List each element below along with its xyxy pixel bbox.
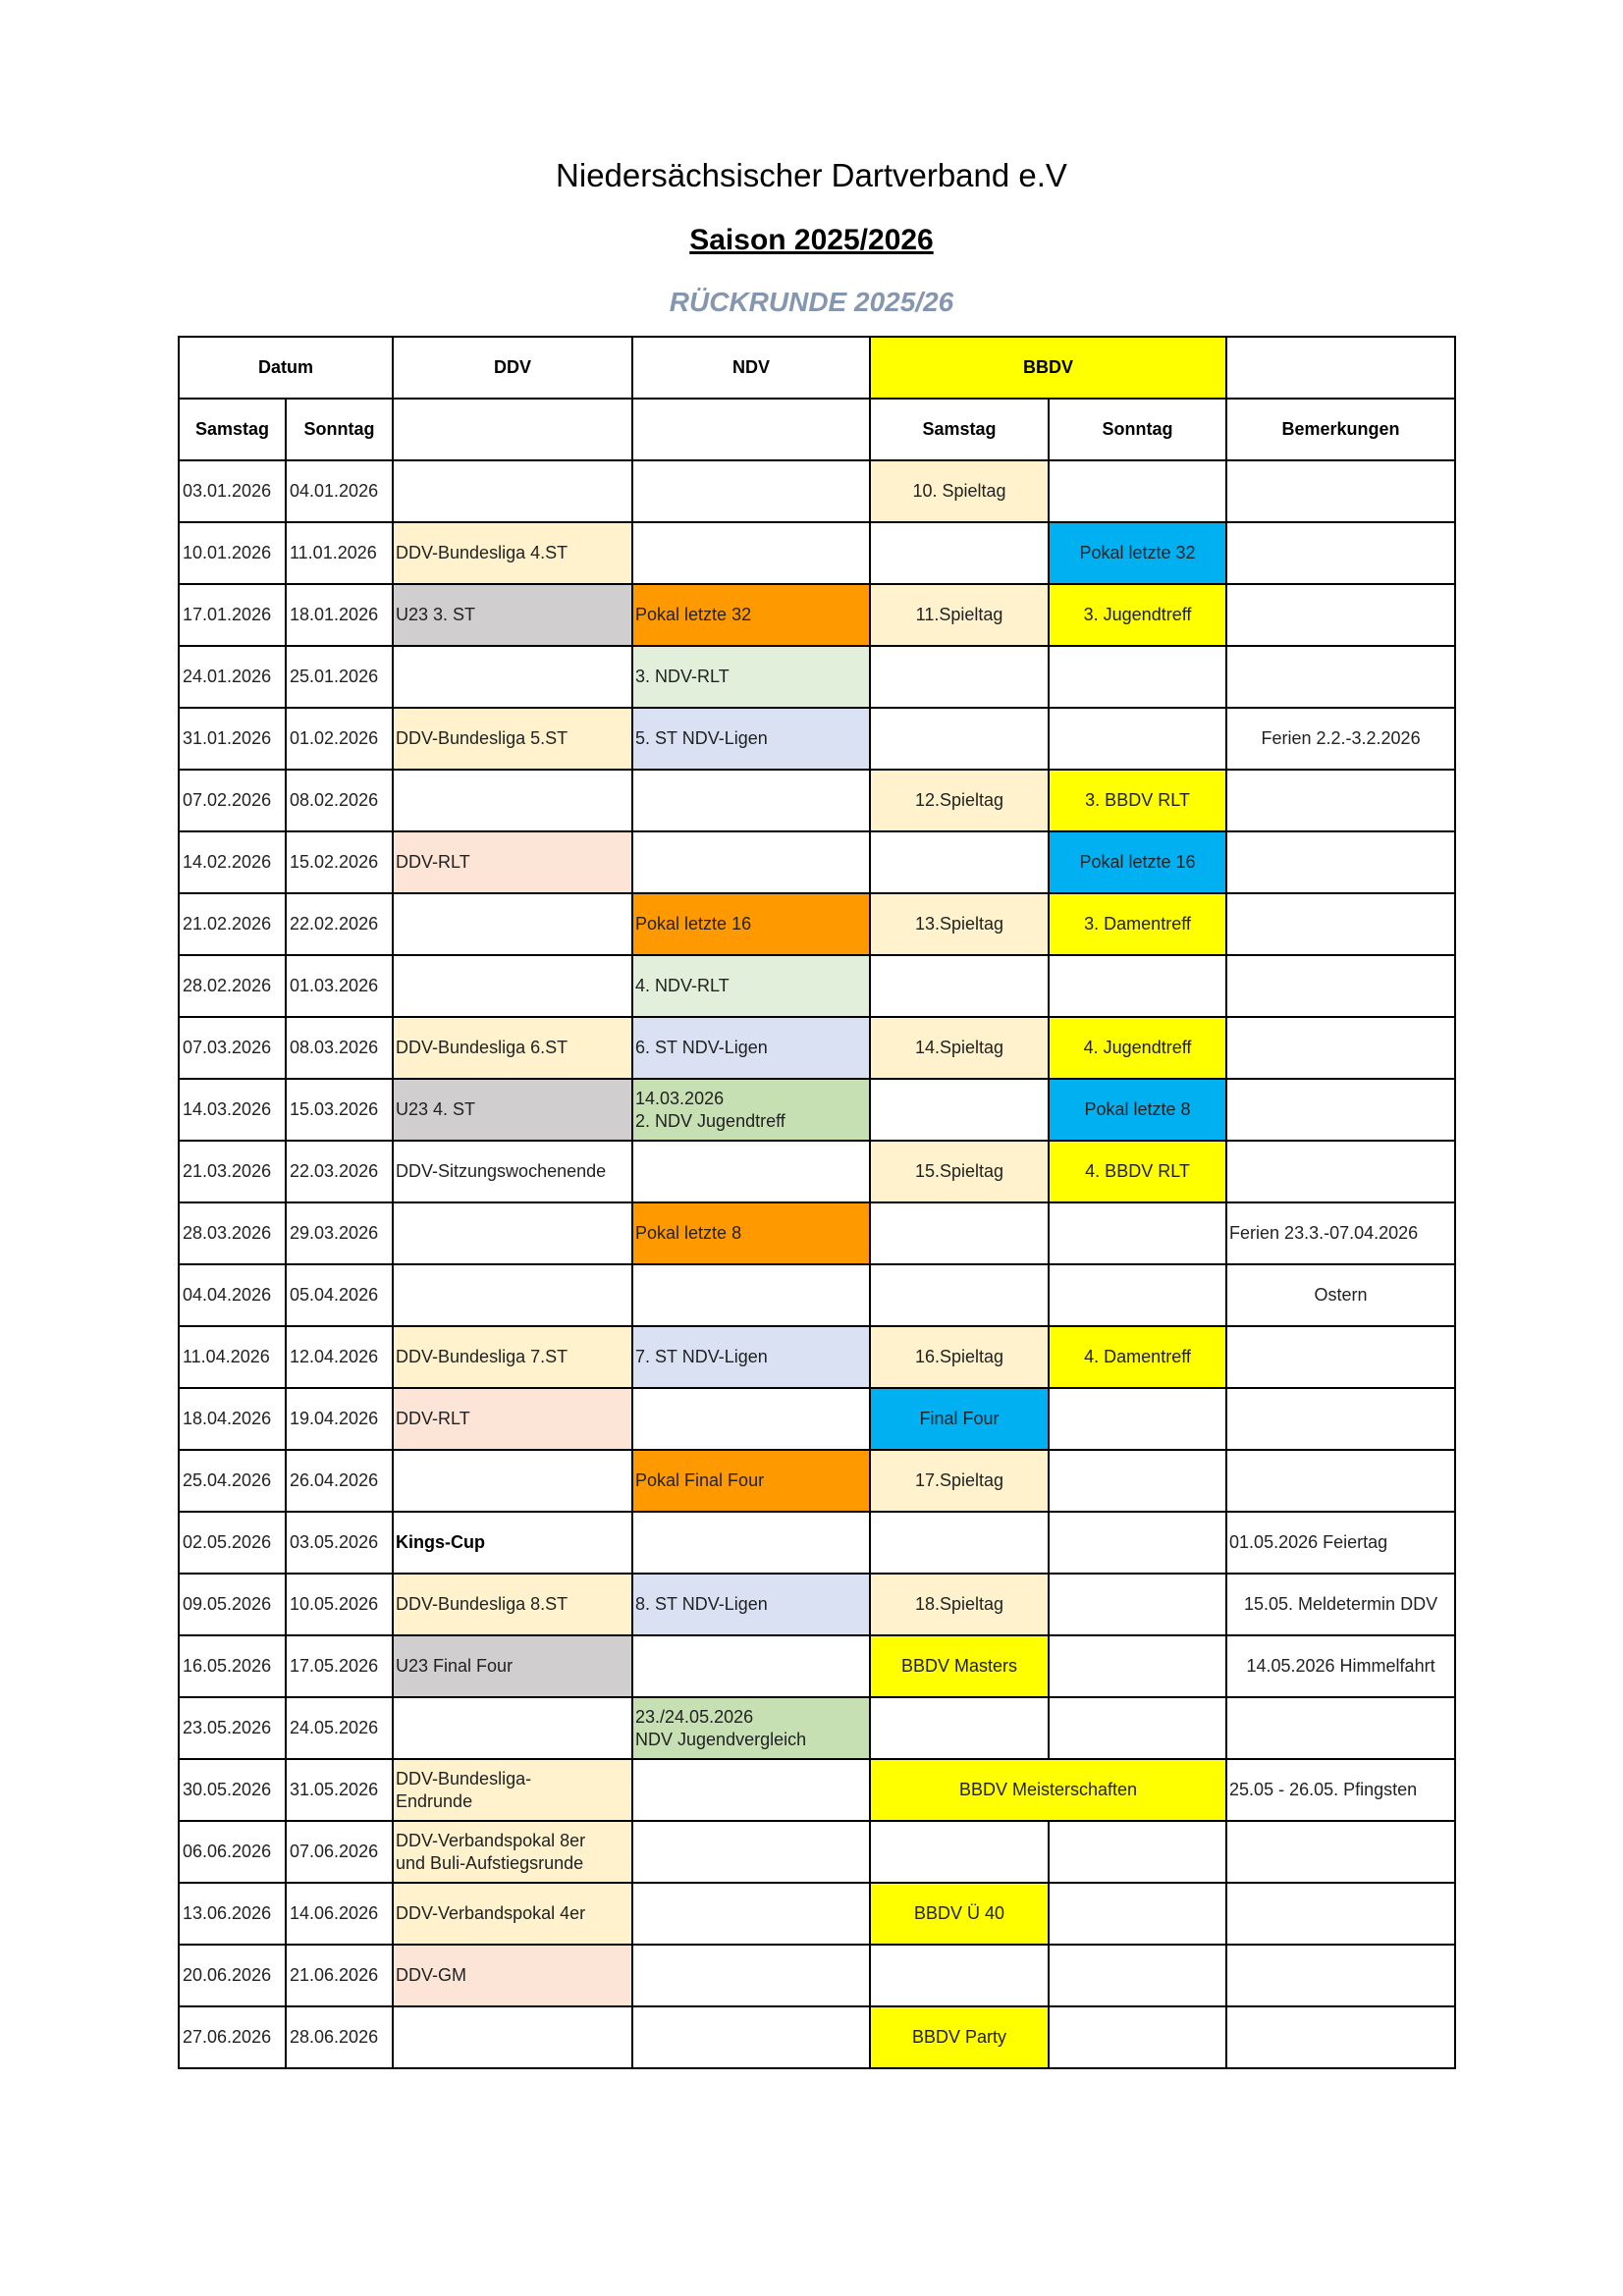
bbdv-samstag-cell: Final Four (870, 1388, 1049, 1450)
schedule-row (179, 1326, 1455, 1388)
ddv-cell (393, 893, 632, 955)
schedule-row (179, 1450, 1455, 1512)
ndv-cell: Pokal letzte 8 (632, 1202, 870, 1264)
bbdv-samstag-cell (870, 955, 1049, 1017)
ndv-cell (632, 831, 870, 893)
bbdv-samstag-cell (870, 1202, 1049, 1264)
bbdv-samstag-cell (870, 1821, 1049, 1883)
header-bbdv-samstag: Samstag (870, 399, 1049, 460)
ddv-cell: DDV-Bundesliga 8.ST (393, 1574, 632, 1635)
remarks-cell (1226, 1141, 1455, 1202)
ddv-cell (393, 1202, 632, 1264)
remarks-cell (1226, 1945, 1455, 2006)
ddv-cell (393, 460, 632, 522)
ndv-cell (632, 460, 870, 522)
schedule-row (179, 770, 1455, 831)
ddv-cell: U23 Final Four (393, 1635, 632, 1697)
ddv-cell (393, 1450, 632, 1512)
bbdv-samstag-cell (870, 1697, 1049, 1759)
schedule-row (179, 1697, 1455, 1759)
date-sonntag: 26.04.2026 (286, 1450, 393, 1512)
date-samstag: 30.05.2026 (179, 1759, 286, 1821)
date-sonntag: 04.01.2026 (286, 460, 393, 522)
schedule-row (179, 2006, 1455, 2068)
ndv-cell (632, 770, 870, 831)
remarks-cell (1226, 460, 1455, 522)
date-sonntag: 05.04.2026 (286, 1264, 393, 1326)
bbdv-samstag-cell (870, 1264, 1049, 1326)
remarks-cell: Ferien 23.3.-07.04.2026 (1226, 1202, 1455, 1264)
header-bbdv-sonntag: Sonntag (1049, 399, 1226, 460)
ddv-cell (393, 955, 632, 1017)
date-sonntag: 03.05.2026 (286, 1512, 393, 1574)
bbdv-samstag-cell (870, 831, 1049, 893)
ndv-cell (632, 1945, 870, 2006)
ddv-cell: DDV-Verbandspokal 8er und Buli-Aufstiegsrunde (393, 1821, 632, 1883)
date-sonntag: 18.01.2026 (286, 584, 393, 646)
ndv-cell: Pokal Final Four (632, 1450, 870, 1512)
bbdv-samstag-cell: BBDV Party (870, 2006, 1049, 2068)
ddv-cell (393, 646, 632, 708)
ddv-cell: DDV-Bundesliga 6.ST (393, 1017, 632, 1079)
date-samstag: 09.05.2026 (179, 1574, 286, 1635)
bbdv-sonntag-cell (1049, 1450, 1226, 1512)
header-bbdv: BBDV (870, 337, 1226, 399)
schedule-row (179, 1264, 1455, 1326)
date-sonntag: 01.03.2026 (286, 955, 393, 1017)
date-samstag: 25.04.2026 (179, 1450, 286, 1512)
date-samstag: 18.04.2026 (179, 1388, 286, 1450)
bbdv-sonntag-cell: Pokal letzte 8 (1049, 1079, 1226, 1141)
schedule-row (179, 1945, 1455, 2006)
round-heading: RÜCKRUNDE 2025/26 (669, 287, 954, 317)
remarks-cell (1226, 1697, 1455, 1759)
page-title: Niedersächsischer Dartverband e.V (556, 157, 1067, 193)
remarks-cell (1226, 1821, 1455, 1883)
bbdv-sonntag-cell: 4. Damentreff (1049, 1326, 1226, 1388)
date-sonntag: 12.04.2026 (286, 1326, 393, 1388)
ndv-cell (632, 1512, 870, 1574)
ddv-cell: DDV-Bundesliga 4.ST (393, 522, 632, 584)
date-samstag: 02.05.2026 (179, 1512, 286, 1574)
date-sonntag: 08.02.2026 (286, 770, 393, 831)
date-samstag: 28.03.2026 (179, 1202, 286, 1264)
schedule-row (179, 1883, 1455, 1945)
schedule-row (179, 460, 1455, 522)
bbdv-sonntag-cell (1049, 1388, 1226, 1450)
header-ddv-blank (393, 399, 632, 460)
date-sonntag: 19.04.2026 (286, 1388, 393, 1450)
schedule-row (179, 831, 1455, 893)
ddv-cell (393, 1264, 632, 1326)
ddv-cell: DDV-GM (393, 1945, 632, 2006)
bbdv-samstag-cell: 11.Spieltag (870, 584, 1049, 646)
ddv-cell: Kings-Cup (393, 1512, 632, 1574)
date-samstag: 31.01.2026 (179, 708, 286, 770)
date-sonntag: 14.06.2026 (286, 1883, 393, 1945)
date-samstag: 24.01.2026 (179, 646, 286, 708)
bbdv-samstag-cell (870, 646, 1049, 708)
date-samstag: 10.01.2026 (179, 522, 286, 584)
bbdv-samstag-cell: 17.Spieltag (870, 1450, 1049, 1512)
bbdv-sonntag-cell (1049, 2006, 1226, 2068)
ndv-cell (632, 1635, 870, 1697)
ndv-cell (632, 1821, 870, 1883)
date-samstag: 06.06.2026 (179, 1821, 286, 1883)
bbdv-merged-cell: BBDV Meisterschaften (870, 1759, 1226, 1821)
bbdv-samstag-cell: 18.Spieltag (870, 1574, 1049, 1635)
date-sonntag: 15.02.2026 (286, 831, 393, 893)
bbdv-samstag-cell: 13.Spieltag (870, 893, 1049, 955)
bbdv-sonntag-cell (1049, 1635, 1226, 1697)
remarks-cell (1226, 584, 1455, 646)
bbdv-samstag-cell (870, 1512, 1049, 1574)
date-samstag: 14.03.2026 (179, 1079, 286, 1141)
remarks-cell (1226, 1326, 1455, 1388)
bbdv-sonntag-cell: 4. Jugendtreff (1049, 1017, 1226, 1079)
schedule-row (179, 1821, 1455, 1883)
header-ndv: NDV (632, 337, 870, 399)
bbdv-samstag-cell: 10. Spieltag (870, 460, 1049, 522)
date-samstag: 27.06.2026 (179, 2006, 286, 2068)
date-samstag: 21.02.2026 (179, 893, 286, 955)
ndv-cell: 23./24.05.2026 NDV Jugendvergleich (632, 1697, 870, 1759)
remarks-cell (1226, 1883, 1455, 1945)
bbdv-samstag-cell (870, 1079, 1049, 1141)
ndv-cell: 4. NDV-RLT (632, 955, 870, 1017)
date-sonntag: 08.03.2026 (286, 1017, 393, 1079)
date-samstag: 16.05.2026 (179, 1635, 286, 1697)
ndv-cell (632, 1883, 870, 1945)
ddv-cell: DDV-Bundesliga- Endrunde (393, 1759, 632, 1821)
bbdv-samstag-cell: 14.Spieltag (870, 1017, 1049, 1079)
header-sonntag: Sonntag (286, 399, 393, 460)
schedule-row (179, 1202, 1455, 1264)
ndv-cell: 8. ST NDV-Ligen (632, 1574, 870, 1635)
date-samstag: 14.02.2026 (179, 831, 286, 893)
bbdv-sonntag-cell (1049, 1574, 1226, 1635)
ndv-cell (632, 522, 870, 584)
schedule-row (179, 1759, 1455, 1821)
header-row-2 (179, 399, 1455, 460)
bbdv-sonntag-cell (1049, 1883, 1226, 1945)
header-ddv: DDV (393, 337, 632, 399)
remarks-cell: 15.05. Meldetermin DDV (1226, 1574, 1455, 1635)
season-heading: Saison 2025/2026 (689, 224, 934, 256)
bbdv-sonntag-cell (1049, 955, 1226, 1017)
header-row-1 (179, 337, 1455, 399)
remarks-cell: Ostern (1226, 1264, 1455, 1326)
bbdv-samstag-cell: 12.Spieltag (870, 770, 1049, 831)
ddv-cell: U23 4. ST (393, 1079, 632, 1141)
header-datum: Datum (179, 337, 393, 399)
bbdv-sonntag-cell (1049, 646, 1226, 708)
date-sonntag: 31.05.2026 (286, 1759, 393, 1821)
bbdv-sonntag-cell (1049, 1945, 1226, 2006)
date-sonntag: 25.01.2026 (286, 646, 393, 708)
ndv-cell (632, 1388, 870, 1450)
date-samstag: 07.02.2026 (179, 770, 286, 831)
bbdv-sonntag-cell (1049, 1264, 1226, 1326)
date-sonntag: 28.06.2026 (286, 2006, 393, 2068)
schedule-row (179, 1079, 1455, 1141)
date-samstag: 07.03.2026 (179, 1017, 286, 1079)
ddv-cell: DDV-Sitzungswochenende (393, 1141, 632, 1202)
date-sonntag: 29.03.2026 (286, 1202, 393, 1264)
bbdv-sonntag-cell (1049, 1697, 1226, 1759)
ddv-cell: DDV-Bundesliga 5.ST (393, 708, 632, 770)
ddv-cell (393, 770, 632, 831)
date-sonntag: 15.03.2026 (286, 1079, 393, 1141)
date-sonntag: 10.05.2026 (286, 1574, 393, 1635)
ddv-cell: DDV-RLT (393, 831, 632, 893)
date-samstag: 28.02.2026 (179, 955, 286, 1017)
header-empty (1226, 337, 1455, 399)
ddv-cell (393, 2006, 632, 2068)
date-samstag: 11.04.2026 (179, 1326, 286, 1388)
ddv-cell: U23 3. ST (393, 584, 632, 646)
header-samstag: Samstag (179, 399, 286, 460)
ddv-cell: DDV-Bundesliga 7.ST (393, 1326, 632, 1388)
bbdv-samstag-cell: BBDV Masters (870, 1635, 1049, 1697)
remarks-cell (1226, 1450, 1455, 1512)
schedule-row (179, 584, 1455, 646)
remarks-cell: Ferien 2.2.-3.2.2026 (1226, 708, 1455, 770)
remarks-cell (1226, 1079, 1455, 1141)
date-sonntag: 24.05.2026 (286, 1697, 393, 1759)
schedule-row (179, 1141, 1455, 1202)
date-sonntag: 11.01.2026 (286, 522, 393, 584)
bbdv-samstag-cell: 15.Spieltag (870, 1141, 1049, 1202)
bbdv-samstag-cell: BBDV Ü 40 (870, 1883, 1049, 1945)
ndv-cell: 6. ST NDV-Ligen (632, 1017, 870, 1079)
bbdv-sonntag-cell (1049, 708, 1226, 770)
remarks-cell: 14.05.2026 Himmelfahrt (1226, 1635, 1455, 1697)
bbdv-sonntag-cell: Pokal letzte 32 (1049, 522, 1226, 584)
bbdv-samstag-cell: 16.Spieltag (870, 1326, 1049, 1388)
schedule-row (179, 1574, 1455, 1635)
schedule-row (179, 893, 1455, 955)
remarks-cell (1226, 770, 1455, 831)
ndv-cell (632, 2006, 870, 2068)
bbdv-samstag-cell (870, 708, 1049, 770)
schedule-row (179, 1635, 1455, 1697)
ndv-cell: Pokal letzte 16 (632, 893, 870, 955)
bbdv-sonntag-cell: 3. Damentreff (1049, 893, 1226, 955)
schedule-row (179, 522, 1455, 584)
bbdv-sonntag-cell (1049, 460, 1226, 522)
schedule-row (179, 646, 1455, 708)
remarks-cell: 01.05.2026 Feiertag (1226, 1512, 1455, 1574)
ddv-cell (393, 1697, 632, 1759)
ddv-cell: DDV-RLT (393, 1388, 632, 1450)
remarks-cell (1226, 1017, 1455, 1079)
bbdv-sonntag-cell: 3. Jugendtreff (1049, 584, 1226, 646)
ndv-cell (632, 1141, 870, 1202)
bbdv-sonntag-cell: 4. BBDV RLT (1049, 1141, 1226, 1202)
schedule-row (179, 1512, 1455, 1574)
date-samstag: 21.03.2026 (179, 1141, 286, 1202)
ndv-cell: 3. NDV-RLT (632, 646, 870, 708)
date-sonntag: 22.02.2026 (286, 893, 393, 955)
ndv-cell: Pokal letzte 32 (632, 584, 870, 646)
ndv-cell (632, 1759, 870, 1821)
remarks-cell (1226, 2006, 1455, 2068)
remarks-cell (1226, 955, 1455, 1017)
remarks-cell (1226, 522, 1455, 584)
remarks-cell (1226, 1388, 1455, 1450)
schedule-row (179, 708, 1455, 770)
header-ndv-blank (632, 399, 870, 460)
bbdv-sonntag-cell (1049, 1821, 1226, 1883)
bbdv-sonntag-cell (1049, 1202, 1226, 1264)
date-samstag: 03.01.2026 (179, 460, 286, 522)
date-sonntag: 01.02.2026 (286, 708, 393, 770)
schedule-row (179, 1388, 1455, 1450)
bbdv-sonntag-cell (1049, 1512, 1226, 1574)
date-sonntag: 22.03.2026 (286, 1141, 393, 1202)
schedule-row (179, 955, 1455, 1017)
date-samstag: 17.01.2026 (179, 584, 286, 646)
bbdv-sonntag-cell: 3. BBDV RLT (1049, 770, 1226, 831)
remarks-cell: 25.05 - 26.05. Pfingsten (1226, 1759, 1455, 1821)
date-sonntag: 17.05.2026 (286, 1635, 393, 1697)
remarks-cell (1226, 831, 1455, 893)
date-samstag: 04.04.2026 (179, 1264, 286, 1326)
remarks-cell (1226, 646, 1455, 708)
bbdv-samstag-cell (870, 522, 1049, 584)
schedule-row (179, 1017, 1455, 1079)
schedule-table (178, 336, 1456, 2069)
ndv-cell (632, 1264, 870, 1326)
ndv-cell: 14.03.2026 2. NDV Jugendtreff (632, 1079, 870, 1141)
date-samstag: 23.05.2026 (179, 1697, 286, 1759)
date-sonntag: 21.06.2026 (286, 1945, 393, 2006)
date-samstag: 20.06.2026 (179, 1945, 286, 2006)
date-sonntag: 07.06.2026 (286, 1821, 393, 1883)
ddv-cell: DDV-Verbandspokal 4er (393, 1883, 632, 1945)
remarks-cell (1226, 893, 1455, 955)
bbdv-sonntag-cell: Pokal letzte 16 (1049, 831, 1226, 893)
bbdv-samstag-cell (870, 1945, 1049, 2006)
ndv-cell: 7. ST NDV-Ligen (632, 1326, 870, 1388)
header-bemerkungen: Bemerkungen (1226, 399, 1455, 460)
ndv-cell: 5. ST NDV-Ligen (632, 708, 870, 770)
date-samstag: 13.06.2026 (179, 1883, 286, 1945)
